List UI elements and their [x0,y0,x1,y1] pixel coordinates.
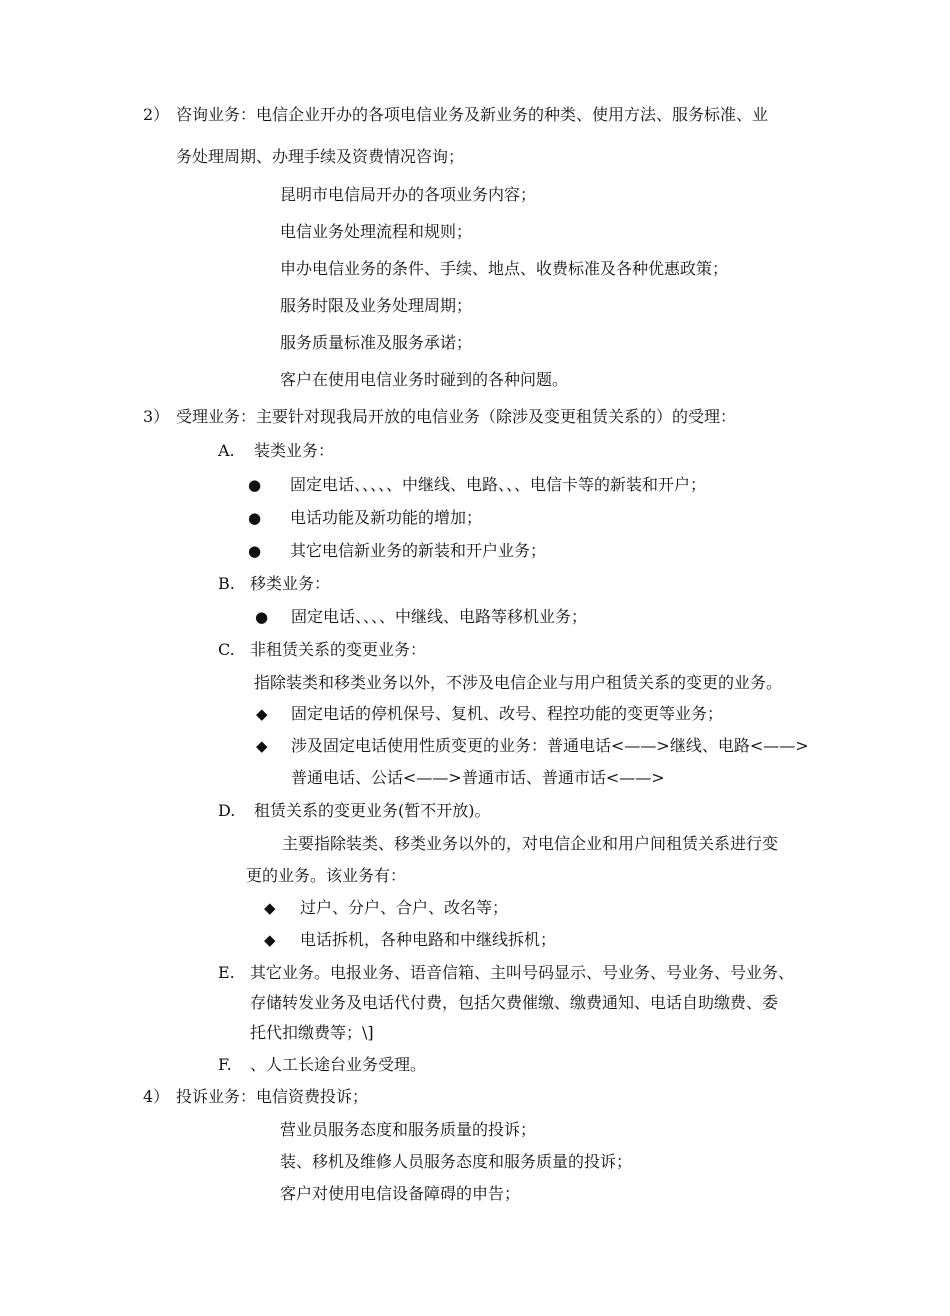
diamond-item: 过户、分户、合户、改名等； [300,898,509,917]
sub-d-description-line-1: 主要指除装类、移类业务以外的，对电信企业和用户间租赁关系进行变 [282,834,779,853]
section-3-intro: 受理业务：主要针对现我局开放的电信业务（除涉及变更租赁关系的）的受理： [176,407,737,426]
sub-e-line-1: 其它业务。电报业务、语音信箱、主叫号码显示、号业务、号业务、号业务、 [250,963,795,982]
diamond-bullet-icon: ◆ [256,705,268,723]
sub-label-b: B. [218,574,235,593]
diamond-item: 电话拆机，各种电路和中继线拆机； [300,930,557,949]
section-2-item: 服务质量标准及服务承诺； [280,333,473,352]
sub-label-d: D. [218,801,236,820]
diamond-item: 涉及固定电话使用性质变更的业务：普通电话<——>继线、电路<——> [291,736,809,755]
diamond-bullet-icon: ◆ [256,737,268,755]
bullet-item: 其它电信新业务的新装和开户业务； [290,541,547,560]
section-2-item: 电信业务处理流程和规则； [280,222,473,241]
diamond-bullet-icon: ◆ [264,899,276,917]
bullet-dot-icon: ● [255,608,269,626]
section-2-item: 服务时限及业务处理周期； [280,296,473,315]
bullet-dot-icon: ● [248,509,262,527]
sub-title-c: 非租赁关系的变更业务： [250,640,427,659]
diamond-item: 固定电话的停机保号、复机、改号、程控功能的变更等业务； [291,704,724,723]
diamond-bullet-icon: ◆ [264,931,276,949]
bullet-item: 固定电话、、、、中继线、电路等移机业务； [291,607,588,626]
section-2-item: 昆明市电信局开办的各项业务内容； [280,185,537,204]
section-4-item: 营业员服务态度和服务质量的投诉； [280,1120,537,1139]
section-4-item: 装、移机及维修人员服务态度和服务质量的投诉； [280,1152,633,1171]
bullet-dot-icon: ● [248,476,262,494]
bullet-dot-icon: ● [248,542,262,560]
sub-e-line-3: 托代扣缴费等；\] [250,1023,374,1042]
sub-title-b: 移类业务： [250,574,331,593]
section-2-number: 2） [143,105,170,124]
section-2-item: 客户在使用电信业务时碰到的各种问题。 [280,370,569,389]
sub-label-f: F. [218,1055,232,1074]
sub-e-line-2: 存储转发业务及电话代付费，包括欠费催缴、缴费通知、电话自助缴费、委 [250,993,779,1012]
bullet-item: 电话功能及新功能的增加； [290,508,483,527]
sub-title-a: 装类业务： [254,441,335,460]
diamond-item-continued: 普通电话、公话<——>普通市话、普通市话<——> [291,768,665,787]
sub-label-e: E. [218,963,235,982]
sub-d-description-line-2: 更的业务。该业务有： [246,866,407,885]
bullet-item: 固定电话、、、、、中继线、电路、、、电信卡等的新装和开户； [290,475,707,494]
section-3-number: 3） [143,407,170,426]
sub-c-description: 指除装类和移类业务以外，不涉及电信企业与用户租赁关系的变更的业务。 [254,673,783,692]
sub-label-a: A. [218,441,235,460]
sub-f-text: 、人工长途台业务受理。 [250,1055,427,1074]
section-2-item: 申办电信业务的条件、手续、地点、收费标准及各种优惠政策； [280,259,729,278]
section-2-line-1: 咨询业务：电信企业开办的各项电信业务及新业务的种类、使用方法、服务标准、业 [176,105,769,124]
section-4-intro: 投诉业务：电信资费投诉； [176,1087,369,1106]
section-2-line-2: 务处理周期、办理手续及资费情况咨询； [176,147,465,166]
sub-label-c: C. [218,640,235,659]
sub-title-d: 租赁关系的变更业务(暂不开放)。 [254,801,491,820]
section-4-item: 客户对使用电信设备障碍的申告； [280,1184,521,1203]
section-4-number: 4） [143,1087,170,1106]
